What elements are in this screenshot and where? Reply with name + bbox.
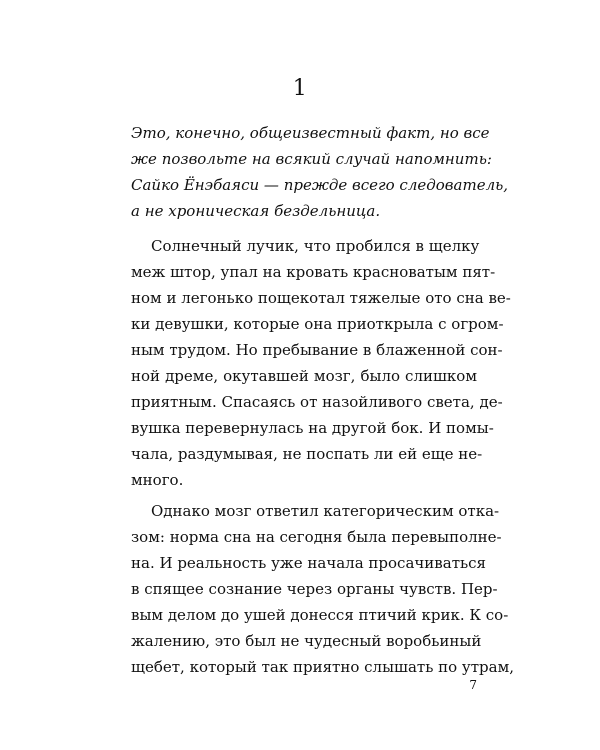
text-line: зом: норма сна на сегодня была перевыполне- bbox=[131, 528, 502, 546]
text-line: в спящее сознание через органы чувств. Пер- bbox=[131, 580, 498, 598]
text-line: меж штор, упал на кровать красноватым пят- bbox=[131, 263, 496, 281]
epigraph-line: Это, конечно, общеизвестный факт, но все bbox=[131, 124, 490, 142]
text-line: Однако мозг ответил категорическим отка- bbox=[151, 502, 500, 520]
text-line: на. И реальность уже начала просачиваться bbox=[131, 554, 487, 572]
text-line: ки девушки, которые она приоткрыла с огром- bbox=[131, 315, 504, 333]
text-line: чала, раздумывая, не поспать ли ей еще не- bbox=[131, 445, 483, 463]
text-line: жалению, это был не чудесный воробьиный bbox=[131, 632, 482, 650]
text-line: Солнечный лучик, что пробился в щелку bbox=[151, 237, 480, 255]
epigraph-line: Сайко Ёнэбаяси — прежде всего следователь, bbox=[131, 176, 509, 194]
text-line: приятным. Спасаясь от назойливого света, де- bbox=[131, 393, 503, 411]
paragraph bbox=[131, 498, 515, 680]
text-line: ным трудом. Но пребывание в блаженной сон- bbox=[131, 341, 503, 359]
text-line: вым делом до ушей донесся птичий крик. К со- bbox=[131, 606, 509, 624]
epigraph-line: же позвольте на всякий случай напомнить: bbox=[131, 150, 492, 168]
text-line: щебет, который так приятно слышать по утрам, bbox=[131, 658, 515, 676]
text-line: вушка перевернулась на другой бок. И помы- bbox=[131, 419, 494, 437]
paragraph bbox=[131, 233, 511, 493]
text-line: много. bbox=[131, 471, 184, 489]
epigraph bbox=[131, 120, 509, 224]
chapter-number: 1 bbox=[292, 76, 308, 101]
text-line: ной дреме, окутавшей мозг, было слишком bbox=[131, 367, 477, 385]
text-line: ном и легонько пощекотал тяжелые ото сна ве- bbox=[131, 289, 511, 307]
epigraph-line: а не хроническая бездельница. bbox=[131, 202, 381, 220]
body-text bbox=[131, 233, 515, 680]
page-number: 7 bbox=[469, 678, 477, 692]
